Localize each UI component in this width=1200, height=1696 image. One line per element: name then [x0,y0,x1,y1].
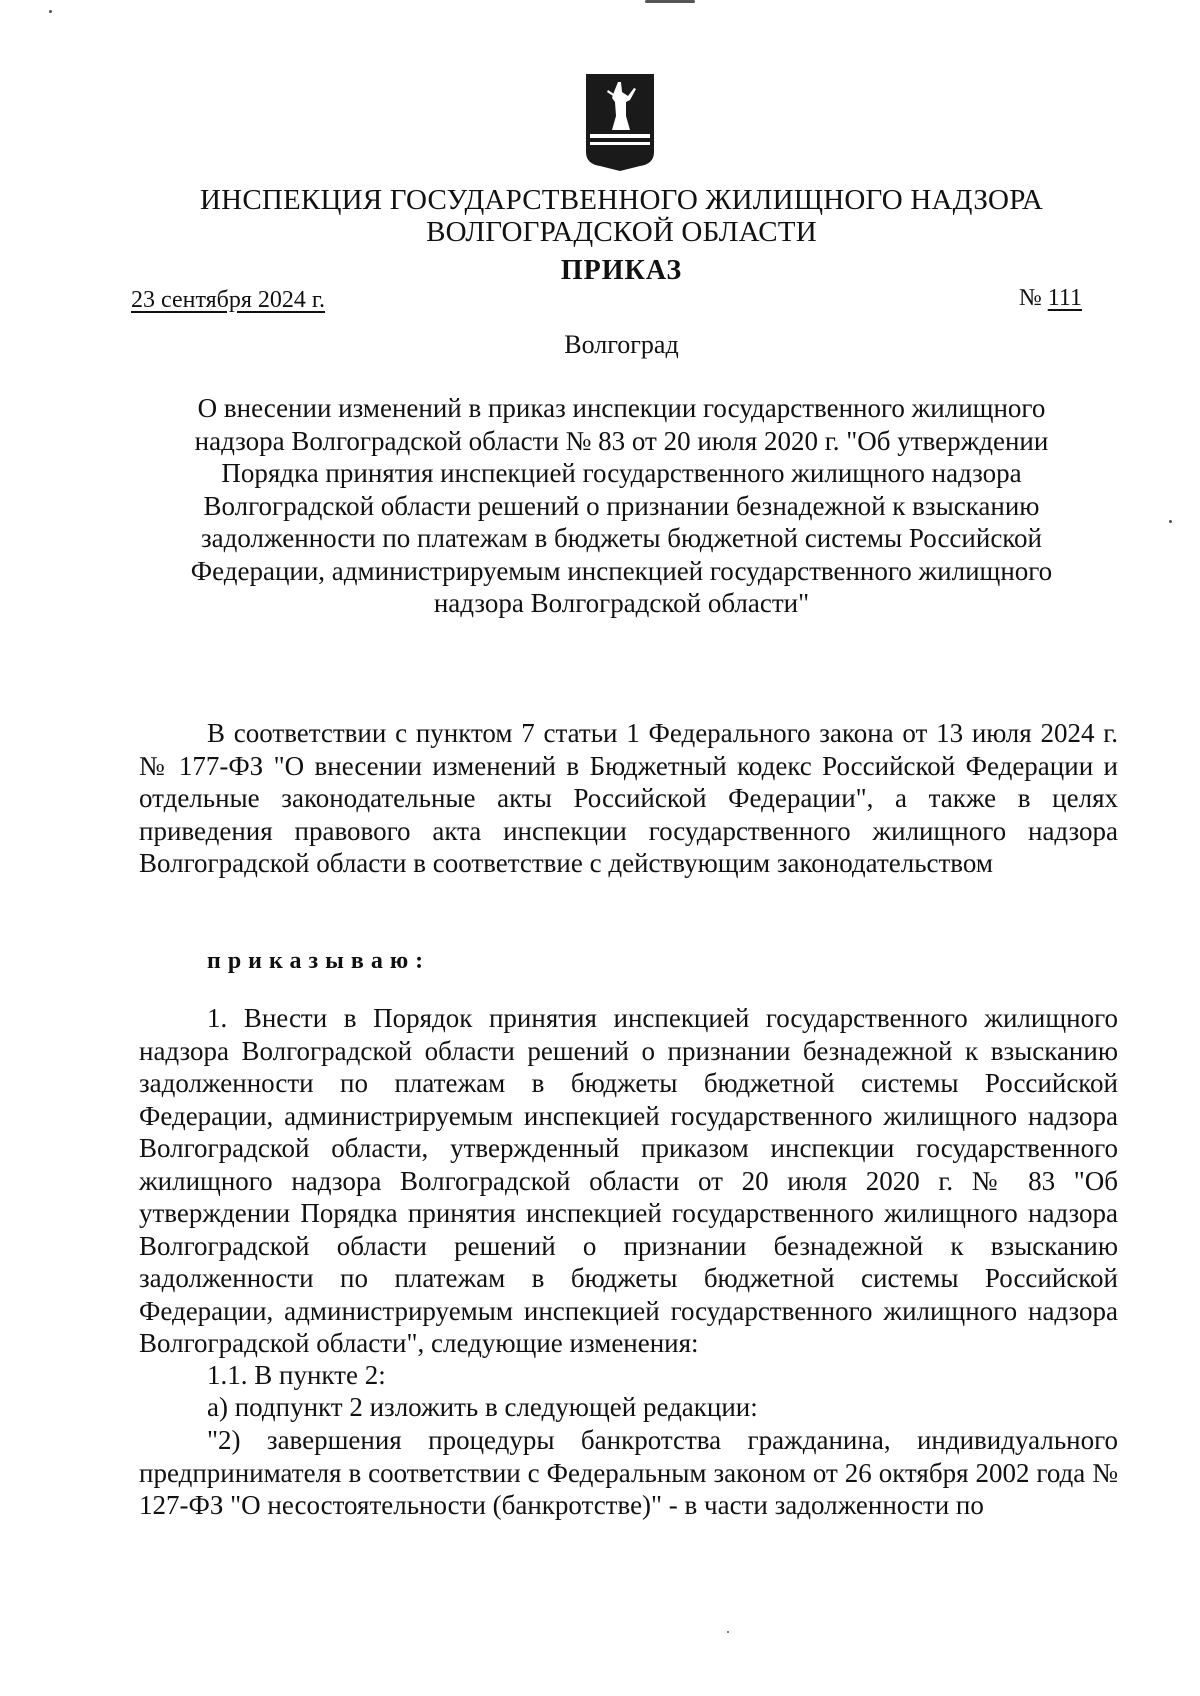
document-number-value: 111 [1047,285,1082,311]
document-number [1019,285,1082,312]
document-number-prefix: № [1018,285,1042,311]
order-word: приказываю: [207,948,431,974]
paragraph-1: 1. Внести в Порядок принятия инспекцией государственного жилищного надзора Волгоградской области решений о признании безнадежной к взысканию задолженности по платежам в бюджеты бюджетной системы Российской Федерации, администрируемым инспекцией государственного жилищного надзора Волгоградской области, утвержденный приказом инспекции государственного жилищного надзора Волгоградской области от 20 июля 2020 г. № 83 "Об утверждении Порядка принятия инспекцией государственного жилищного надзора Волгоградской области решений о признании безнадежной к взысканию задолженности по платежам в бюджеты бюджетной системы Российской Федерации, администрируемым инспекцией государственного жилищного надзора Волгоградской области", следующие изменения: [139,1003,1118,1358]
scan-speck [49,10,52,13]
organization-name-line-1: ИНСПЕКЦИЯ ГОСУДАРСТВЕННОГО ЖИЛИЩНОГО НАДЗОРА [200,184,1043,216]
title-line: Федерации, администрируемым инспекцией государственного жилищного [190,555,1053,586]
scan-speck [645,0,695,3]
paragraph-1-1: 1.1. В пункте 2: [207,1360,386,1390]
quoted-amendment-paragraph: "2) завершения процедуры банкротства гражданина, индивидуального предпринимателя в соответствии с Федеральным законом от 26 октября 2002 года № 127-ФЗ "О несостоятельности (банкротстве)" - в части задолженности по [139,1425,1118,1520]
volgograd-coat-of-arms-icon [584,72,656,172]
title-line: Порядка принятия инспекцией государственного жилищного надзора [221,458,1022,488]
document-city: Волгоград [564,330,679,359]
title-line: О внесении изменений в приказ инспекции государственного жилищного [197,393,1046,423]
document-type: ПРИКАЗ [560,255,683,286]
document-date: 23 сентября 2024 г. [131,287,326,313]
document-title [150,392,1093,620]
title-line: задолженности по платежам в бюджеты бюджетной системы Российской [201,523,1042,553]
title-line: Волгоградской области решений о признании безнадежной к взысканию [203,490,1040,521]
title-line: надзора Волгоградской области" [433,588,810,618]
paragraph-1-1-a: а) подпункт 2 изложить в следующей редакции: [207,1392,758,1422]
scan-speck [727,1631,729,1633]
title-line: надзора Волгоградской области № 83 от 20 июля 2020 г. "Об утверждении [194,425,1049,456]
preamble-paragraph: В соответствии с пунктом 7 статьи 1 Федерального закона от 13 июля 2024 г. № 177-ФЗ "О внесении изменений в Бюджетный кодекс Российской Федерации и отдельные законодательные акты Российской Федерации", а также в целях приведения правового акта инспекции государственного жилищного надзора Волгоградской области в соответствие с действующим законодательством [139,718,1118,878]
organization-name-line-2: ВОЛГОГРАДСКОЙ ОБЛАСТИ [426,216,817,248]
scan-speck [1169,520,1172,523]
